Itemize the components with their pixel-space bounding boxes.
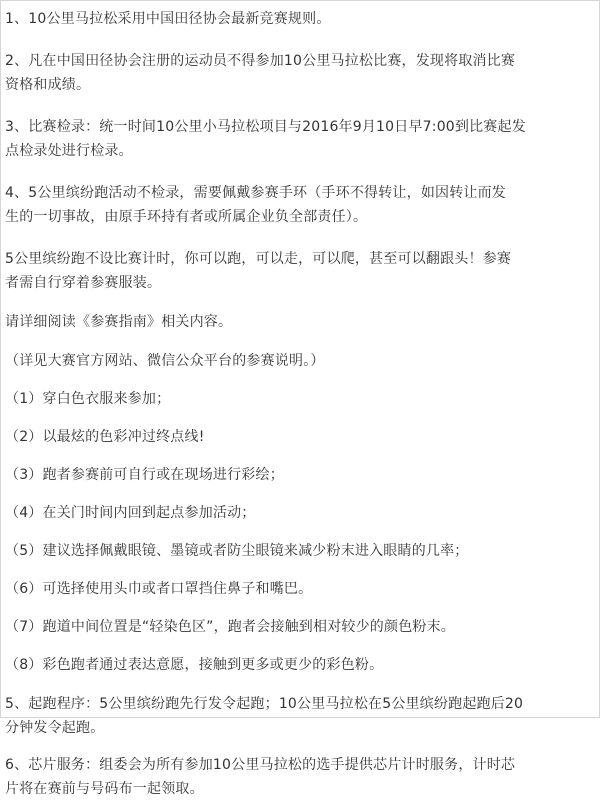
- rule-3-line-2: 点检录处进行检录。: [5, 143, 133, 159]
- tip-6-line-1: （6）可选择使用头巾或者口罩挡住鼻子和嘴巴。: [5, 581, 313, 597]
- rule-2: [5, 49, 589, 97]
- rule-2-line-1: 2、凡在中国田径协会注册的运动员不得参加10公里马拉松比赛，发现将取消比赛: [5, 53, 516, 69]
- color-run-note-line-2: 者需自行穿着参赛服装。: [5, 275, 162, 291]
- color-run-note-line-1: 5公里缤纷跑不设比赛计时，你可以跑，可以走，可以爬，甚至可以翻跟头！参赛: [5, 251, 512, 267]
- rule-1-line-1: 1、10公里马拉松采用中国田径协会最新竞赛规则。: [5, 11, 331, 27]
- guide-reading-note: [5, 310, 589, 334]
- tip-4: [5, 501, 589, 525]
- rule-4-line-1: 4、5公里缤纷跑活动不检录，需要佩戴参赛手环（手环不得转让，如因转让而发: [5, 185, 507, 201]
- rule-5-line-1: 5、起跑程序：5公里缤纷跑先行发令起跑；10公里马拉松在5公里缤纷跑起跑后20: [5, 696, 524, 712]
- rule-6-line-2: 片将在赛前与号码布一起领取。: [5, 781, 204, 797]
- tip-8: [5, 653, 589, 677]
- tip-7: [5, 615, 589, 639]
- official-site-note-line-1: （详见大赛官方网站、微信公众平台的参赛说明。）: [5, 353, 325, 369]
- rule-5-line-2: 分钟发令起跑。: [5, 720, 105, 736]
- rule-4-line-2: 生的一切事故，由原手环持有者或所属企业负全部责任）。: [5, 209, 368, 225]
- rule-6-line-1: 6、芯片服务：组委会为所有参加10公里马拉松的选手提供芯片计时服务，计时芯: [5, 757, 516, 773]
- tip-2-line-1: （2）以最炫的色彩冲过终点线!: [5, 429, 205, 445]
- tip-1-line-1: （1）穿白色衣服来参加；: [5, 391, 171, 407]
- tip-5-line-1: （5）建议选择佩戴眼镜、墨镜或者防尘眼镜来减少粉末进入眼睛的几率；: [5, 543, 469, 559]
- tip-3: [5, 463, 589, 487]
- rule-4-wristband: [5, 181, 589, 229]
- tip-3-line-1: （3）跑者参赛前可自行或在现场进行彩绘；: [5, 467, 284, 483]
- rule-5-start-procedure: [5, 692, 589, 740]
- color-run-note: [5, 247, 589, 295]
- tip-1: [5, 387, 589, 411]
- tip-4-line-1: （4）在关门时间内回到起点参加活动；: [5, 505, 256, 521]
- tip-7-line-1: （7）跑道中间位置是“轻染色区”，跑者会接触到相对较少的颜色粉末。: [5, 619, 456, 635]
- rule-2-line-2: 资格和成绩。: [5, 77, 91, 93]
- rule-6-chip-service: [5, 753, 589, 801]
- guide-reading-note-line-1: 请详细阅读《参赛指南》相关内容。: [5, 314, 233, 330]
- rule-3-line-1: 3、比赛检录：统一时间10公里小马拉松项目与2016年9月10日早7:00到比赛起发: [5, 119, 526, 135]
- tip-8-line-1: （8）彩色跑者通过表达意愿，接触到更多或更少的彩色粉。: [5, 657, 384, 673]
- rule-3-checkin: [5, 115, 589, 163]
- rule-1: [5, 7, 589, 31]
- tip-5: [5, 539, 589, 563]
- official-site-note: [5, 349, 589, 373]
- tip-6: [5, 577, 589, 601]
- tip-2: [5, 425, 589, 449]
